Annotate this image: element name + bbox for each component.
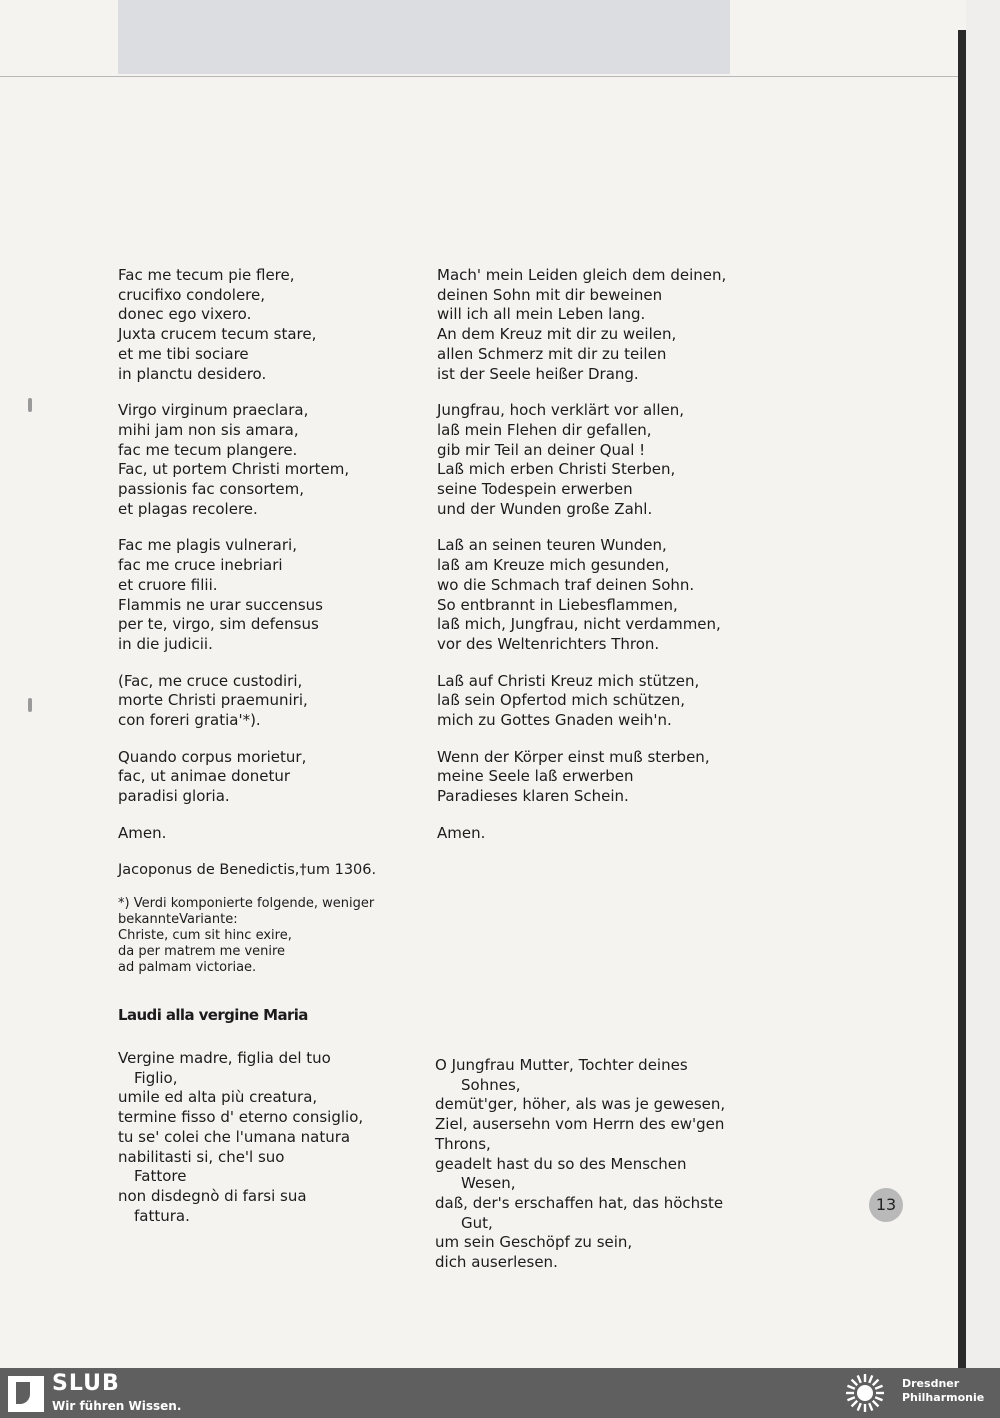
verse-line: Juxta crucem tecum stare, [118, 325, 317, 344]
verse-line: seine Todespein erwerben [437, 480, 633, 499]
latin-stanzas [118, 266, 428, 844]
stanza [118, 824, 428, 844]
philharmonie-sun-logo-icon[interactable] [844, 1372, 886, 1414]
page-number-badge: 13 [869, 1188, 903, 1222]
verse-line: termine fisso d' eterno consiglio, [118, 1108, 364, 1127]
verse-line: Paradieses klaren Schein. [437, 787, 629, 806]
verse-line: Fac, ut portem Christi mortem, [118, 460, 350, 479]
verse-line: meine Seele laß erwerben [437, 767, 634, 786]
verse-line: passionis fac consortem, [118, 480, 305, 499]
verse-line: Throns, [435, 1134, 491, 1153]
verse-line: in die judicii. [118, 634, 213, 653]
verse-line: Laß auf Christi Kreuz mich stützen, [437, 671, 700, 690]
binding-hole [28, 698, 32, 712]
footnote [118, 896, 428, 976]
verse-line: Gut, [461, 1213, 493, 1232]
verse-line: O Jungfrau Mutter, Tochter deines [435, 1056, 688, 1074]
verse-line: um sein Geschöpf zu sein, [435, 1233, 633, 1252]
partner-name-line2: Philharmonie [902, 1391, 985, 1404]
italian-verse [118, 1049, 428, 1226]
german-laudi-verse [435, 1056, 735, 1273]
verse-line: umile ed alta più creatura, [118, 1088, 318, 1107]
footnote-line: da per matrem me venire [118, 944, 286, 960]
verse-line: Flammis ne urar succensus [118, 595, 323, 614]
footnote-line: Christe, cum sit hinc exire, [118, 928, 292, 944]
verse-line: ist der Seele heißer Drang. [437, 364, 639, 383]
verse-line: fattura. [134, 1206, 190, 1225]
verse-line: non disdegnò di farsi sua [118, 1186, 307, 1205]
verse-line: Wenn der Körper einst muß sterben, [437, 747, 710, 766]
scan-top-band [118, 0, 730, 74]
stanza [437, 266, 737, 384]
verse-line: fac me cruce inebriari [118, 556, 283, 575]
verse-line: will ich all mein Leben lang. [437, 305, 646, 324]
verse-line: geadelt hast du so des Menschen [435, 1154, 687, 1173]
stanza [118, 401, 428, 519]
verse-line: nabilitasti si, che'l suo [118, 1147, 285, 1166]
verse-line: laß mich, Jungfrau, nicht verdammen, [437, 615, 721, 634]
slub-logo-icon[interactable] [8, 1376, 44, 1412]
verse-line: laß am Kreuze mich gesunden, [437, 556, 670, 575]
verse-line: con foreri gratia'*). [118, 711, 261, 730]
verse-line: Amen. [437, 823, 486, 842]
verse-line: donec ego vixero. [118, 305, 252, 324]
footer-bar [0, 1368, 1000, 1418]
scan-margin-strip [966, 0, 1000, 1368]
verse-line: et cruore filii. [118, 575, 218, 594]
verse-line: Virgo virginum praeclara, [118, 401, 309, 420]
verse-line: An dem Kreuz mit dir zu weilen, [437, 325, 677, 344]
verse-line: (Fac, me cruce custodiri, [118, 671, 303, 690]
verse-line: Jungfrau, hoch verklärt vor allen, [437, 401, 685, 420]
verse-line: tu se' colei che l'umana natura [118, 1127, 351, 1146]
stanza [437, 824, 737, 844]
scan-page-edge [958, 30, 966, 1368]
verse-line: gib mir Teil an deiner Qual ! [437, 440, 646, 459]
verse-line: Vergine madre, figlia del tuo [118, 1048, 331, 1067]
verse-line: vor des Weltenrichters Thron. [437, 634, 660, 653]
verse-line: fac, ut animae donetur [118, 767, 291, 786]
verse-line: paradisi gloria. [118, 787, 230, 806]
verse-line: Fattore [134, 1167, 187, 1186]
stanza [437, 672, 737, 731]
binding-hole [28, 398, 32, 412]
german-text-column [437, 266, 737, 861]
stanza [437, 401, 737, 519]
verse-line: et me tibi sociare [118, 344, 249, 363]
verse-line: deinen Sohn mit dir beweinen [437, 285, 663, 304]
stanza [437, 748, 737, 807]
verse-line: fac me tecum plangere. [118, 440, 298, 459]
verse-line: per te, virgo, sim defensus [118, 615, 319, 634]
section-heading: Laudi alla vergine Maria [118, 1006, 308, 1025]
verse-line: Fac me plagis vulnerari, [118, 536, 297, 555]
partner-name-line1: Dresdner [902, 1377, 960, 1390]
stanza [118, 536, 428, 654]
footnote-line: *) Verdi komponierte folgende, weniger [118, 896, 375, 912]
verse-line: Amen. [118, 823, 167, 842]
verse-line: laß sein Opfertod mich schützen, [437, 691, 686, 710]
library-tagline: Wir führen Wissen. [52, 1399, 182, 1413]
german-stanzas [437, 266, 737, 844]
verse-line: crucifixo condolere, [118, 285, 266, 304]
verse-line: dich auserlesen. [435, 1253, 558, 1272]
verse-line: Laß an seinen teuren Wunden, [437, 536, 667, 555]
verse-line: allen Schmerz mit dir zu teilen [437, 344, 667, 363]
verse-line: und der Wunden große Zahl. [437, 499, 653, 518]
verse-line: Ziel, ausersehn vom Herrn des ew'gen [435, 1115, 725, 1134]
verse-line: mihi jam non sis amara, [118, 420, 299, 439]
verse-line: Figlio, [134, 1068, 178, 1087]
stanza [118, 266, 428, 384]
verse-line: Laß mich erben Christi Sterben, [437, 460, 676, 479]
verse-line: in planctu desidero. [118, 364, 267, 383]
footnote-line: bekannteVariante: [118, 912, 238, 928]
verse-line: Quando corpus morietur, [118, 747, 307, 766]
verse-line: wo die Schmach traf deinen Sohn. [437, 575, 695, 594]
verse-line: daß, der's erschaffen hat, das höchste [435, 1193, 724, 1212]
verse-line: Sohnes, [461, 1075, 521, 1094]
verse-line: demüt'ger, höher, als was je gewesen, [435, 1095, 726, 1114]
verse-line: morte Christi praemuniri, [118, 691, 308, 710]
partner-name[interactable] [902, 1377, 984, 1405]
stanza [118, 672, 428, 731]
latin-text-column [118, 266, 428, 1226]
verse-line: mich zu Gottes Gnaden weih'n. [437, 711, 672, 730]
stanza [118, 748, 428, 807]
verse-line: So entbrannt in Liebesflammen, [437, 595, 678, 614]
footnote-line: ad palmam victoriae. [118, 960, 257, 976]
verse-line: Wesen, [461, 1174, 516, 1193]
stanza [437, 536, 737, 654]
verse-line: laß mein Flehen dir gefallen, [437, 420, 652, 439]
author-credit: Jacoponus de Benedictis,†um 1306. [118, 861, 377, 878]
library-name[interactable]: SLUB [52, 1371, 120, 1396]
verse-line: Fac me tecum pie flere, [118, 266, 295, 284]
verse-line: et plagas recolere. [118, 499, 258, 518]
verse-line: Mach' mein Leiden gleich dem deinen, [437, 266, 727, 284]
scan-top-rule [0, 76, 960, 77]
